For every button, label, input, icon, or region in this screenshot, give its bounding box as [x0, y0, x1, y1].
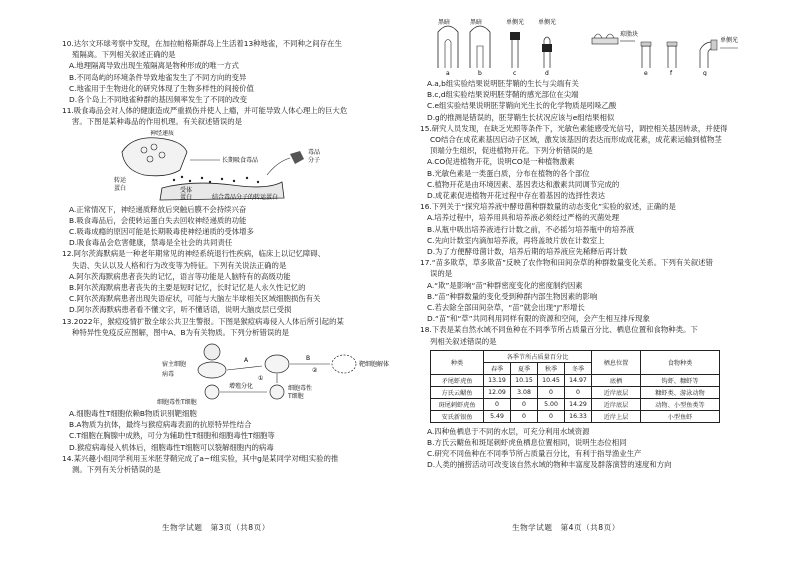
table-cell: 14.29 — [565, 398, 592, 410]
q14-option-b: B.c,d组实验结果说明胚芽鞘的感光部位在尖端 — [427, 90, 579, 100]
q12-stem-line2: 失语、失认以及人格和行为改变等为特征。下列有关说法正确的是 — [72, 260, 287, 270]
fig13-label-virus: 病毒 — [162, 371, 175, 379]
table-cell: 10.15 — [511, 374, 538, 386]
q11-option-a: A.正常情况下，神经递质释放后突触后膜不会持续兴奋 — [69, 204, 247, 214]
q13-option-a: A.细胞毒性T细胞依赖B物质识别靶细胞 — [69, 409, 197, 419]
table-row — [431, 410, 720, 422]
fig13-label-lyse: 靶细胞解体 — [359, 361, 390, 369]
q15-option-b: B.光敏色素是一类蛋白质，分布在植物的各个部位 — [427, 168, 590, 178]
q17-option-c: C.若去除全部田间杂草，“苗”就会出现“J”形增长 — [427, 303, 585, 313]
q12-stem-line1: 12.阿尔茨海默病是一种老年期常见的神经系统退行性疾病，临床上以记忆障碍、 — [62, 249, 326, 259]
q10-stem-line2: 殖隔离。下列相关叙述正确的是 — [72, 50, 176, 60]
virus-particle — [204, 344, 220, 360]
table-cell: 钩虾、糠虾等 — [641, 374, 720, 386]
fig13-label-mem: 细胞毒性 — [288, 385, 313, 393]
q15-option-a: A.CO促进植物开花，说明CO是一种植物激素 — [427, 157, 575, 167]
q13-option-d: D.猴痘病毒侵入机体后，细胞毒性T细胞可以裂解细胞内的病毒 — [69, 442, 274, 452]
table-cell: 5.00 — [538, 398, 565, 410]
fig14-letter-b: b — [478, 70, 482, 76]
fig13-label-num2: ② — [312, 367, 318, 375]
table-header-position: 栖息位置 — [592, 350, 641, 374]
q16-stem-line1: 16.下列关于“探究培养液中酵母菌种群数量的动态变化”实验的叙述，正确的是 — [420, 202, 676, 212]
fig11-label-drug-2: 分子 — [308, 156, 321, 164]
q11-stem-line1: 11.吸食毒品会对人体的健康造成严重损伤并使人上瘾，并可能导致人体心理上的巨大危 — [62, 106, 348, 116]
table-header-row — [431, 350, 720, 362]
fig11-label-receptor-2: 蛋白 — [180, 193, 193, 201]
group-d — [542, 37, 552, 68]
table-cell: 10.45 — [538, 374, 565, 386]
q12-option-b: B.阿尔茨海默病患者丧失的主要是短时记忆，长时记忆是人永久性记忆的 — [69, 283, 306, 293]
table-cell: 近岸底层 — [592, 386, 641, 398]
fig14-letter-g: g — [703, 70, 707, 76]
presynaptic-terminal — [122, 137, 187, 175]
table-cell: 小型鱼虾 — [641, 410, 720, 422]
group-e — [592, 34, 651, 68]
fig11-label-transporter: 转运 — [114, 176, 127, 184]
q15-option-d: D.成花素促进植物开花过程中存在着基因的选择性表达 — [427, 191, 606, 201]
table-cell: 近岸底层 — [592, 398, 641, 410]
table-cell: 0 — [538, 386, 565, 398]
fig13-label-effector: 细胞毒性T细胞 — [157, 399, 197, 407]
table-cell: 动物、小型鱼类等 — [641, 398, 720, 410]
q10-option-b: B.不同岛屿的环境条件导致地雀发生了不同方向的变异 — [69, 72, 247, 82]
fig14-letter-f: f — [670, 70, 673, 76]
q12-option-c: C.阿尔茨海默病患者出现失语症状，可能与大脑左半球相关区域细胞损伤有关 — [69, 294, 321, 304]
q10-option-a: A.地理隔离导致出现生殖隔离是物种形成的唯一方式 — [69, 61, 239, 71]
table-cell: 0 — [511, 398, 538, 410]
coleoptile-diagram — [420, 16, 775, 76]
drug-molecule — [290, 151, 304, 164]
q18-option-a: A.四种鱼栖息于不同的水层，可充分利用水域资源 — [427, 426, 590, 436]
table-cell: 0 — [484, 398, 511, 410]
table-cell: 底栖 — [592, 374, 641, 386]
fig13-label-a: A — [244, 357, 249, 365]
fig11-label-transporter-2: 蛋白 — [114, 184, 127, 192]
fig14-letter-a: a — [446, 70, 450, 76]
table-row — [431, 374, 720, 386]
q11-option-c: C.吸毒成瘾的原因可能是长期吸毒使神经递质的受体增多 — [69, 227, 254, 237]
group-b — [470, 26, 490, 68]
fig14-label-light-1: 单侧光 — [506, 19, 525, 26]
table-cell: 0 — [538, 410, 565, 422]
q13-stem-line1: 13.2022年，猴痘疫情扩散全球公共卫生警报。下图是猴痘病毒侵入人体后所引起的某 — [62, 316, 344, 326]
fig13-label-host: 宿主细胞 — [162, 361, 187, 369]
q11-stem-line2: 害。下图是某种毒品的作用机理。有关叙述错误的是 — [72, 117, 242, 127]
fig11-label-receptor: 受体 — [180, 186, 193, 194]
fig14-label-light-2: 单侧光 — [538, 19, 557, 26]
q18-stem-line2: 列相关叙述错误的是 — [430, 336, 497, 346]
q17-option-b: B.“苗”种群数量的变化受到种群内部生物因素的影响 — [427, 291, 598, 301]
group-a — [438, 26, 458, 68]
q14-option-c: C.e组实验结果说明胚芽鞘向光生长的化学物质是吲哚乙酸 — [427, 101, 617, 111]
table-cell: 0 — [565, 386, 592, 398]
table-season-winter: 冬季 — [565, 362, 592, 374]
table-cell: 近岸上层 — [592, 410, 641, 422]
q14-stem-line2: 测。下列有关分析错误的是 — [72, 465, 161, 475]
immune-diagram — [62, 340, 417, 406]
memory-t-cell — [270, 385, 284, 399]
table-cell: 13.19 — [484, 374, 511, 386]
q18-option-b: B.方氏云鳚鱼和斑尾刺虾虎鱼栖息位置相同，说明生态位相同 — [427, 438, 627, 448]
table-cell: 安氏新银鱼 — [431, 410, 484, 422]
table-cell: 糠虾类、游泳动物 — [641, 386, 720, 398]
footer-right: 生物学试题 第4页（共8页） — [512, 523, 620, 532]
q13-immune-figure — [62, 340, 417, 406]
fig11-label-long-term: 长期吸食毒品 — [222, 156, 259, 164]
q11-synapse-figure — [62, 130, 417, 202]
q13-stem-line2: 种特异性免疫反应图解，图中A、B为有关物质。下列分析错误的是 — [72, 327, 290, 337]
footer-left: 生物学试题 第3页（共8页） — [162, 523, 270, 532]
fig14-letter-d: d — [545, 70, 549, 76]
fig13-label-mem-2: T细胞 — [288, 393, 304, 401]
table-row — [431, 386, 720, 398]
table-header-season: 各季节所占质量百分比 — [484, 350, 592, 362]
group-c — [510, 32, 520, 68]
q14-option-a: A.a,b组实验结果说明胚芽鞘的生长与尖端有关 — [427, 79, 579, 88]
q15-stem-line2: CO结合在成花素基因启动子区域，激发该基因的表达而形成成花素，成花素运输到植物茎 — [430, 135, 722, 145]
q17-stem-line2: 误的是 — [430, 269, 453, 279]
q14-option-d: D.g的推测是错误的，胚芽鞘生长状况应该与e组结果相似 — [427, 112, 615, 122]
table-header-species: 种类 — [431, 350, 484, 374]
q16-option-d: D.为了方便酵母菌计数，培养后期的培养液应先稀释后再计数 — [427, 247, 628, 257]
table-season-spring: 春季 — [484, 362, 511, 374]
q16-option-b: B.从瓶中吸出培养液进行计数之前，不必摇匀培养瓶中的培养液 — [427, 224, 634, 234]
synapse-diagram — [62, 130, 417, 202]
fig14-label-dark-2: 黑暗 — [470, 19, 483, 26]
q15-option-c: C.植物开花是由环境因素、基因表达和激素共同调节完成的 — [427, 179, 620, 189]
fig14-label-dark-1: 黑暗 — [438, 19, 451, 26]
table-cell: 14.97 — [565, 374, 592, 386]
table-row — [431, 398, 720, 410]
fig14-letter-c: c — [513, 70, 517, 76]
q11-option-b: B.吸食毒品后，会使转运蛋白失去回收神经递质的功能 — [69, 215, 247, 225]
q15-stem-line1: 15.研究人员发现，在缺乏光照等条件下，光敏色素能感受光信号，调控相关基因转录，并使得 — [420, 123, 728, 133]
q17-option-a: A.“欺”是影响“苗”种群密度变化的密度制约因素 — [427, 280, 583, 290]
q16-option-a: A.培养过程中，培养用具和培养液必须经过严格的灭菌处理 — [427, 213, 620, 223]
q15-stem-line3: 顶端分生组织，促进植物开花。下列分析错误的是 — [430, 146, 593, 156]
table-cell: 斑尾刺虾虎鱼 — [431, 398, 484, 410]
fig13-label-pro: 增殖分化 — [229, 383, 254, 391]
q12-option-d: D.阿尔茨海默病患者看不懂文字，听不懂话语，说明大脑皮层已受损 — [69, 305, 292, 315]
fig14-label-light-3: 单侧光 — [720, 37, 739, 44]
fig13-label-b: B — [306, 355, 311, 363]
group-f — [667, 42, 677, 68]
host-cell — [198, 362, 226, 378]
table-cell: 12.09 — [484, 386, 511, 398]
table-season-summer: 夏季 — [511, 362, 538, 374]
table-header-food: 食物种类 — [641, 350, 720, 374]
q10-stem-line1: 10.达尔文环球考察中发现，在加拉帕格斯群岛上生活着13种地雀，不同种之间存在生 — [62, 39, 342, 48]
q10-option-c: C.地雀用于生物进化的研究体现了生物多样性的间接价值 — [69, 83, 254, 93]
q14-coleoptile-figure — [420, 16, 775, 76]
table-cell: 方氏云鳚鱼 — [431, 386, 484, 398]
fig13-label-num1: ① — [258, 375, 264, 383]
q18-fish-table — [430, 350, 720, 423]
q11-option-d: D.吸食毒品会危害健康，禁毒是全社会的共同责任 — [69, 238, 233, 248]
target-cell — [265, 355, 289, 373]
table-cell: 5.49 — [484, 410, 511, 422]
q14-stem-line1: 14.某兴趣小组同学利用玉米胚芽鞘完成了a~f组实验，其中g是某同学对f组实验的推 — [62, 453, 339, 463]
fig14-label-agar: 琼脂块 — [620, 31, 639, 38]
t-cell — [205, 385, 219, 399]
fig14-letter-e: e — [644, 70, 648, 76]
table-cell: 16.33 — [565, 410, 592, 422]
drug-arrow — [267, 158, 290, 175]
q12-option-a: A.阿尔茨海默病患者丧失的记忆，语言等功能是人脑特有的高级功能 — [69, 271, 291, 281]
q13-option-c: C.T细胞在胸腺中成熟，可分为辅助性T细胞和细胞毒性T细胞等 — [69, 431, 275, 441]
group-g — [700, 40, 738, 68]
q18-stem-line1: 18.下表是某自然水域不同鱼种在不同季节所占质量百分比、栖息位置和食物种类。下 — [420, 325, 698, 335]
left-column — [62, 38, 417, 475]
table-cell: 3.08 — [511, 386, 538, 398]
lysed-cell — [332, 355, 356, 373]
fig11-label-post: 结合毒品分子的转运蛋白 — [212, 193, 279, 201]
q13-option-b: B.A物质为抗体，最终与猴痘病毒表面的抗原特异性结合 — [69, 420, 252, 430]
fig11-label-drug: 毒品 — [308, 148, 321, 156]
q18-option-d: D.人类的捕捞活动可改变该自然水域的物种丰富度及群落演替的速度和方向 — [427, 460, 672, 470]
q16-option-c: C.先向计数室内滴加培养液，再将盖玻片放在计数室上 — [427, 235, 605, 245]
arrow-1 — [227, 366, 262, 370]
q18-option-c: C.研究不同鱼种在不同季节所占质量百分比，有利于指导渔业生产 — [427, 449, 642, 459]
table-season-autumn: 秋季 — [538, 362, 565, 374]
right-column — [420, 14, 775, 471]
q10-option-d: D.各个岛上不同地雀种群的基因频率发生了不同的改变 — [69, 95, 248, 105]
fig11-label-vesicle: 神经递质 — [150, 129, 175, 137]
table-cell: 矛尾虾虎鱼 — [431, 374, 484, 386]
q17-option-d: D.“苗”和“草”共同利用同样有限的资源和空间，会产生相互排斥现象 — [427, 314, 650, 324]
q17-stem-line1: 17.“苗多欺草，草多欺苗”反映了农作物和田间杂草的种群数量变化关系。下列有关叙述错 — [420, 258, 713, 268]
table-cell: 0 — [511, 410, 538, 422]
